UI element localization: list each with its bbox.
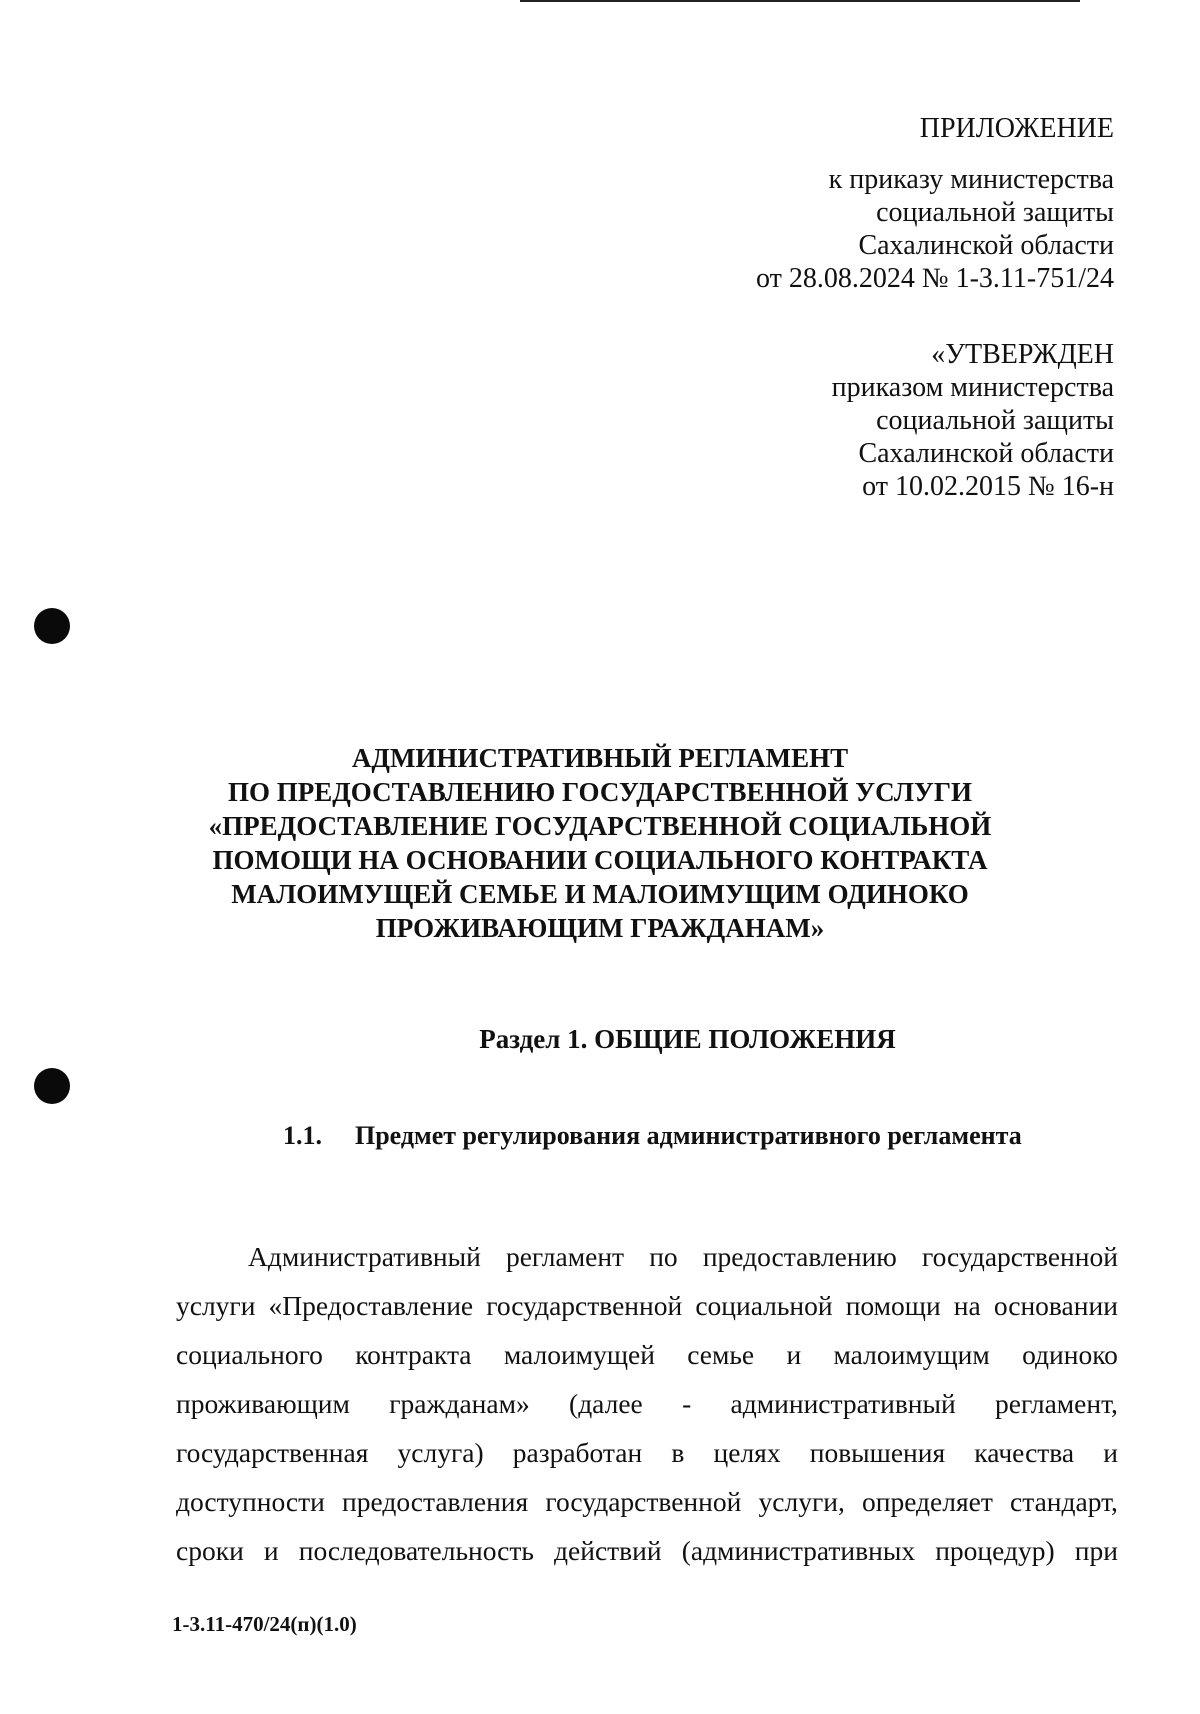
body-word: услуги,: [758, 1486, 845, 1517]
body-word: государственной: [486, 1290, 683, 1321]
body-word: в: [671, 1437, 685, 1468]
document-title-line: ПРОЖИВАЮЩИМ ГРАЖДАНАМ»: [375, 913, 825, 943]
body-word: гражданам»: [389, 1388, 530, 1419]
body-word: при: [1074, 1535, 1118, 1566]
body-word: качества: [974, 1437, 1075, 1468]
body-word: и: [786, 1339, 802, 1370]
body-word: определяет: [862, 1486, 993, 1517]
body-word: доступности: [176, 1486, 325, 1517]
body-word: целях: [713, 1437, 781, 1468]
body-word: (далее: [569, 1388, 643, 1419]
body-line: [176, 1526, 1118, 1575]
body-word: услуга): [397, 1437, 484, 1468]
body-word: последовательность: [298, 1535, 534, 1566]
body-line: [176, 1232, 1118, 1281]
body-word: одиноко: [1022, 1339, 1118, 1370]
subsection-title-text: Предмет регулирования административного регламента: [355, 1121, 1022, 1150]
appendix-line: к приказу министерства: [828, 164, 1114, 195]
approved-title: «УТВЕРЖДЕН: [931, 339, 1114, 370]
body-line: [176, 1477, 1118, 1526]
subsection-heading: [283, 1121, 1022, 1151]
appendix-line: социальной защиты: [876, 197, 1114, 228]
body-word: Административный: [248, 1241, 481, 1272]
body-line: [176, 1330, 1118, 1379]
body-word: и: [263, 1535, 279, 1566]
body-word: проживающим: [176, 1388, 350, 1419]
document-title-line: ПО ПРЕДОСТАВЛЕНИЮ ГОСУДАРСТВЕННОЙ УСЛУГИ: [227, 777, 973, 807]
section-heading: Раздел 1. ОБЩИЕ ПОЛОЖЕНИЯ: [479, 1024, 896, 1054]
body-word: предоставлению: [702, 1241, 897, 1272]
body-word: повышения: [809, 1437, 946, 1468]
body-word: государственной: [921, 1241, 1118, 1272]
body-word: малоимущей: [503, 1339, 655, 1370]
subsection-number: 1.1.: [283, 1121, 322, 1150]
approved-order-reference: от 10.02.2015 № 16-н: [862, 471, 1114, 502]
body-word: на: [953, 1290, 981, 1321]
approved-line: Сахалинской области: [858, 438, 1114, 469]
body-word: и: [1103, 1437, 1118, 1468]
body-word: социального: [176, 1339, 323, 1370]
approved-line: социальной защиты: [876, 405, 1114, 436]
body-word: действий: [554, 1535, 662, 1566]
body-paragraph: [176, 1232, 1118, 1575]
body-word: услуги: [176, 1290, 256, 1321]
body-line: [176, 1281, 1118, 1330]
appendix-header: [756, 112, 1114, 295]
body-word: сроки: [176, 1535, 244, 1566]
body-word: -: [682, 1388, 692, 1419]
body-word: предоставления: [342, 1486, 529, 1517]
body-word: административный: [730, 1388, 956, 1419]
approved-line: приказом министерства: [831, 372, 1114, 403]
appendix-title: ПРИЛОЖЕНИЕ: [919, 113, 1114, 144]
body-line: [176, 1428, 1118, 1477]
document-title-line: «ПРЕДОСТАВЛЕНИЕ ГОСУДАРСТВЕННОЙ СОЦИАЛЬНОЙ: [208, 811, 992, 841]
body-word: по: [649, 1241, 678, 1272]
body-word: процедур): [935, 1535, 1055, 1566]
punch-hole-upper: [34, 608, 70, 644]
body-word: регламент,: [995, 1388, 1118, 1419]
body-word: государственная: [176, 1437, 369, 1468]
body-word: контракта: [355, 1339, 472, 1370]
body-word: основании: [993, 1290, 1118, 1321]
document-title-line: МАЛОИМУЩЕЙ СЕМЬЕ И МАЛОИМУЩИМ ОДИНОКО: [231, 879, 969, 909]
body-word: разработан: [512, 1437, 643, 1468]
punch-hole-lower: [34, 1068, 70, 1104]
body-word: «Предоставление: [268, 1290, 474, 1321]
appendix-order-reference: от 28.08.2024 № 1-3.11-751/24: [756, 263, 1114, 294]
body-word: семье: [687, 1339, 755, 1370]
body-word: государственной: [545, 1486, 742, 1517]
body-word: (административных: [681, 1535, 916, 1566]
approved-header: [832, 338, 1114, 503]
document-footer-code: 1-3.11-470/24(п)(1.0): [172, 1612, 357, 1636]
top-edge-rule: [520, 0, 1080, 2]
document-title: [200, 741, 1000, 945]
document-title-line: ПОМОЩИ НА ОСНОВАНИИ СОЦИАЛЬНОГО КОНТРАКТА: [212, 845, 988, 875]
body-word: регламент: [505, 1241, 625, 1272]
body-word: социальной: [695, 1290, 833, 1321]
body-line: [176, 1379, 1118, 1428]
body-word: помощи: [845, 1290, 941, 1321]
body-word: стандарт,: [1010, 1486, 1118, 1517]
appendix-line: Сахалинской области: [858, 230, 1114, 261]
document-title-line: АДМИНИСТРАТИВНЫЙ РЕГЛАМЕНТ: [351, 743, 849, 773]
body-word: малоимущим: [833, 1339, 990, 1370]
